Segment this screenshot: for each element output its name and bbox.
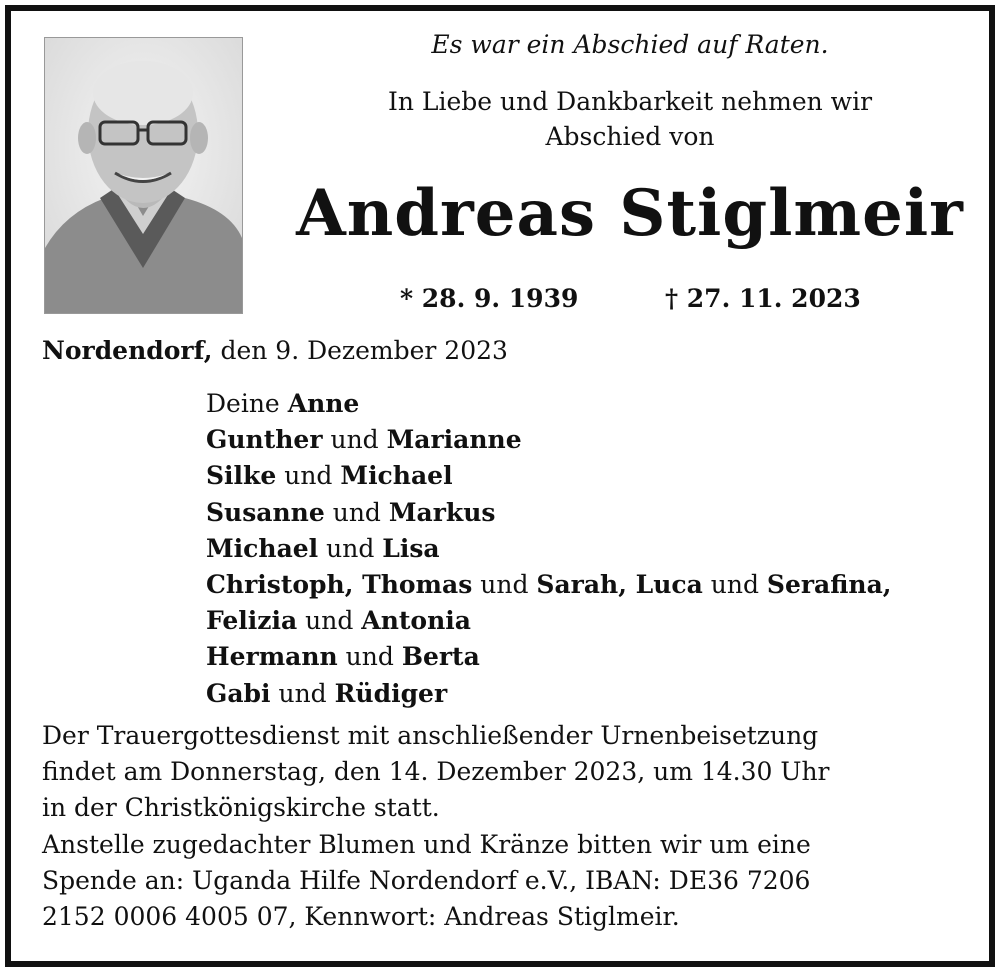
mourner-name: Gunther (206, 425, 323, 455)
mourner-line (206, 567, 892, 603)
notice-line: Der Trauergottesdienst mit anschließender Urnenbeisetzung (42, 721, 819, 750)
mourner-name: Susanne (206, 497, 325, 527)
motto: Es war ein Abschied auf Raten. (431, 30, 829, 59)
mourner-name: Michael (340, 461, 453, 491)
intro-text (290, 84, 970, 154)
notice-line: 2152 0006 4005 07, Kennwort: Andreas Stiglmeir. (42, 902, 680, 932)
place-and-date (42, 336, 508, 365)
death-date: † 27. 11. 2023 (665, 284, 861, 313)
mourner-name: Lisa (382, 533, 440, 563)
service-notice (42, 718, 962, 935)
connector-text: und (472, 570, 537, 600)
mourner-line (206, 386, 892, 422)
mourner-line (206, 639, 892, 675)
town: Nordendorf, (42, 336, 213, 365)
mourner-name: Felizia (206, 606, 298, 636)
connector-text: und (297, 606, 362, 636)
mourner-line (206, 495, 892, 531)
mourner-name: Christoph, Thomas (206, 570, 473, 600)
mourner-line (206, 458, 892, 494)
connector-text: und (337, 642, 402, 672)
mourner-line (206, 531, 892, 567)
intro-line: Abschied von (545, 122, 715, 151)
mourner-line (206, 676, 892, 712)
notice-line: findet am Donnerstag, den 14. Dezember 2023, um 14.30 Uhr (42, 757, 830, 787)
mourner-name: Anne (287, 389, 360, 418)
mourner-name: Marianne (386, 425, 522, 455)
mourners-list (206, 386, 892, 712)
mourner-name: Sarah, Luca (536, 570, 703, 600)
mourner-name: Michael (206, 533, 319, 563)
mourner-name: Silke (206, 461, 277, 491)
connector-text: und (276, 461, 341, 491)
mourner-name: Rüdiger (334, 678, 448, 708)
intro-line: In Liebe und Dankbarkeit nehmen wir (387, 87, 873, 116)
mourner-name: Antonia (361, 606, 471, 636)
mourner-line (206, 603, 892, 639)
notice-line: Anstelle zugedachter Blumen und Kränze bitten wir um eine (42, 829, 811, 859)
notice-line: Spende an: Uganda Hilfe Nordendorf e.V., IBAN: DE36 7206 (42, 865, 811, 895)
connector-text: Deine (206, 389, 288, 418)
mourner-name: Serafina, (766, 570, 892, 600)
connector-text: und (324, 497, 389, 527)
mourner-name: Markus (388, 497, 496, 527)
portrait-photo (44, 37, 243, 314)
connector-text: und (702, 570, 767, 600)
connector-text: und (322, 425, 387, 455)
birth-date: * 28. 9. 1939 (400, 284, 579, 313)
date: den 9. Dezember 2023 (212, 336, 508, 365)
notice-line: in der Christkönigskirche statt. (42, 793, 440, 823)
connector-text: und (270, 678, 335, 708)
connector-text: und (318, 533, 383, 563)
deceased-name: Andreas Stiglmeir (296, 176, 964, 251)
mourner-name: Berta (401, 642, 480, 672)
mourner-name: Hermann (206, 642, 338, 672)
mourner-line (206, 422, 892, 458)
mourner-name: Gabi (206, 678, 271, 708)
